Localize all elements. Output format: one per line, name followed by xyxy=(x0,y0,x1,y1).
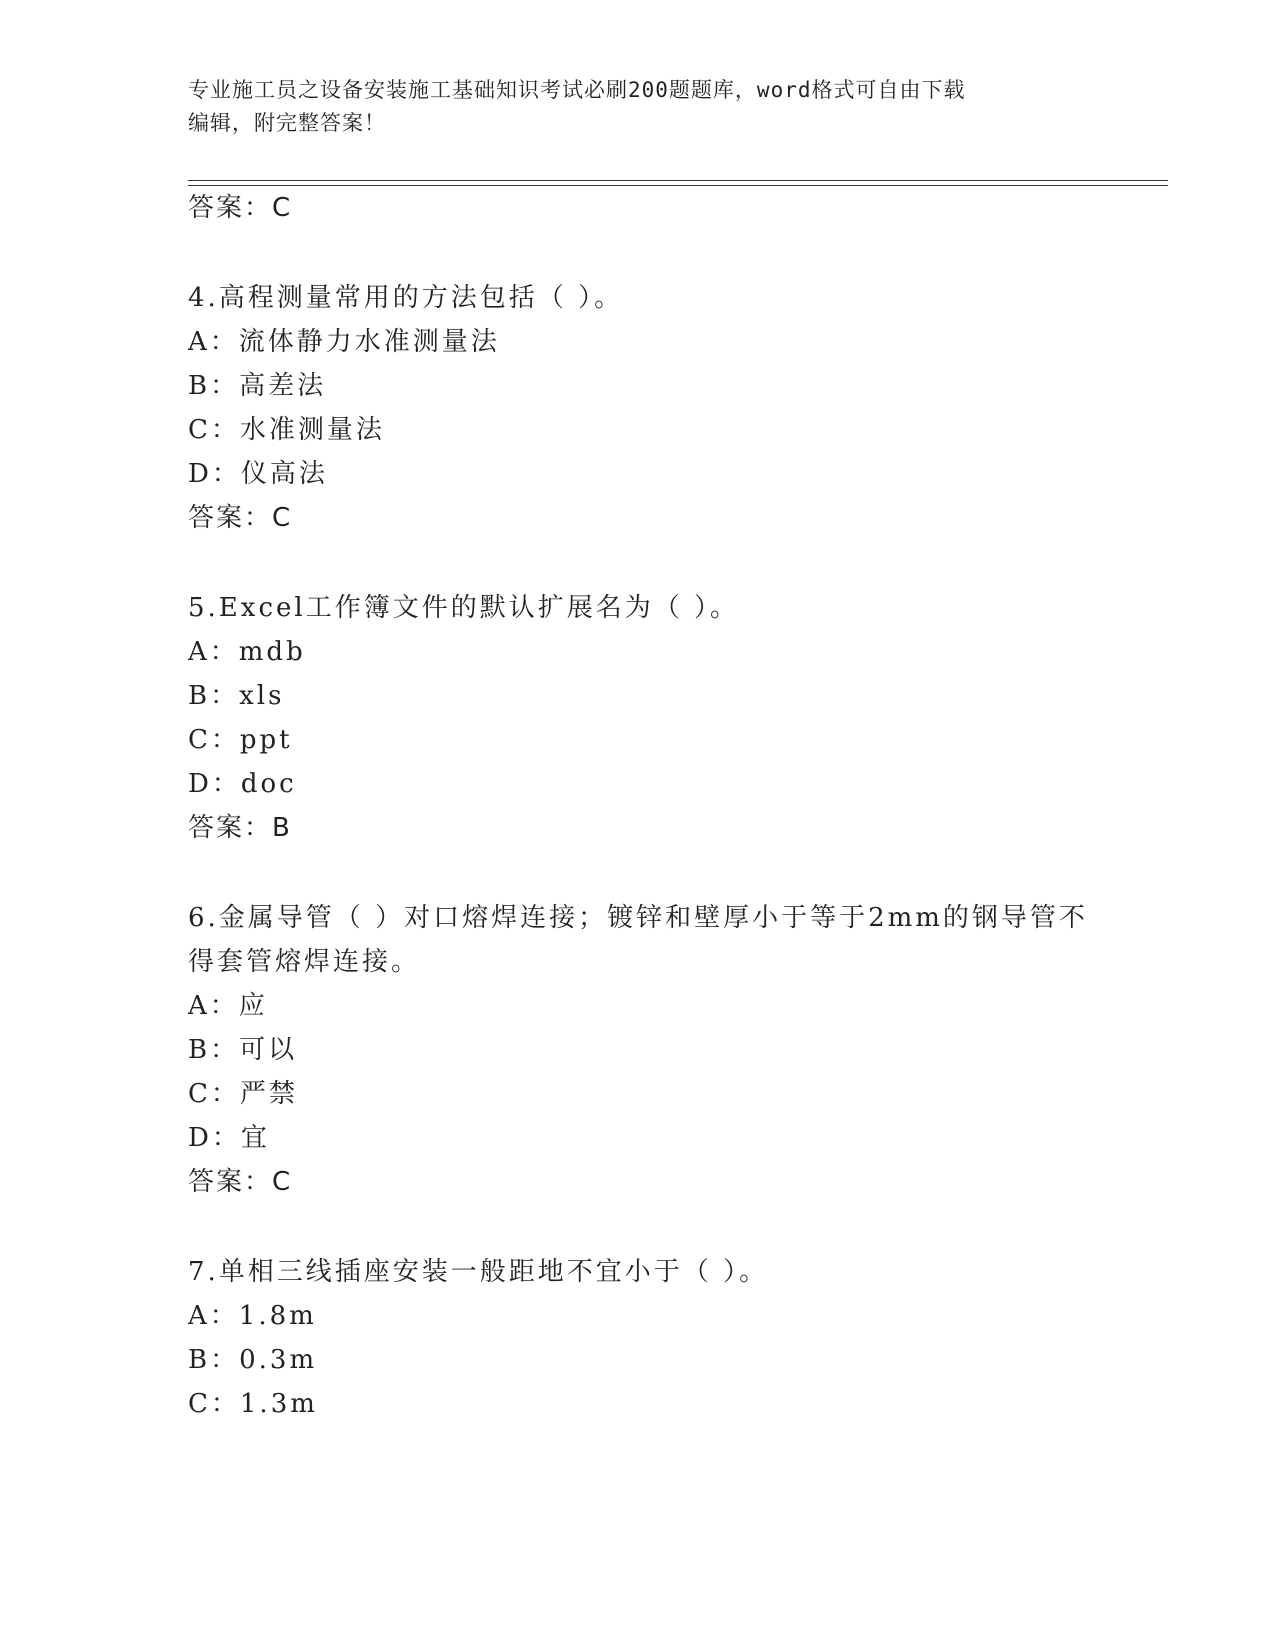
document-header xyxy=(188,74,1088,140)
question-stem: 4.高程测量常用的方法包括（ ）。 xyxy=(188,283,624,313)
previous-answer: 答案：C xyxy=(188,193,293,223)
header-divider-bottom xyxy=(188,185,1168,186)
question-stem: 7.单相三线插座安装一般距地不宜小于（ ）。 xyxy=(188,1257,769,1287)
option-c: C：水准测量法 xyxy=(188,415,385,445)
option-c: C：1.3m xyxy=(188,1389,318,1419)
answer: 答案：C xyxy=(188,503,293,533)
option-a: A：1.8m xyxy=(188,1301,317,1331)
header-title-line-1: 专业施工员之设备安装施工基础知识考试必刷200题题库，word格式可自由下载 xyxy=(188,78,966,102)
question-stem: 5.Excel工作簿文件的默认扩展名为（ ）。 xyxy=(188,593,739,623)
option-a: A：应 xyxy=(188,991,268,1021)
option-d: D：仪高法 xyxy=(188,459,328,489)
option-a: A：流体静力水准测量法 xyxy=(188,327,500,357)
option-d: D：doc xyxy=(188,769,297,799)
answer: 答案：C xyxy=(188,1167,293,1197)
option-c: C：ppt xyxy=(188,725,293,755)
header-divider-top xyxy=(188,180,1168,181)
option-b: B：0.3m xyxy=(188,1345,318,1375)
option-c: C：严禁 xyxy=(188,1079,298,1109)
answer: 答案：B xyxy=(188,813,292,843)
option-a: A：mdb xyxy=(188,637,306,667)
option-b: B：可以 xyxy=(188,1035,298,1065)
option-d: D：宜 xyxy=(188,1123,270,1153)
option-b: B：xls xyxy=(188,681,285,711)
header-title-line-2: 编辑，附完整答案！ xyxy=(188,111,386,135)
option-b: B：高差法 xyxy=(188,371,327,401)
question-stem-line-2: 得套管熔焊连接。 xyxy=(188,947,421,977)
question-stem-line-1: 6.金属导管（ ）对口熔焊连接；镀锌和壁厚小于等于2mm的钢导管不 xyxy=(188,903,1088,933)
